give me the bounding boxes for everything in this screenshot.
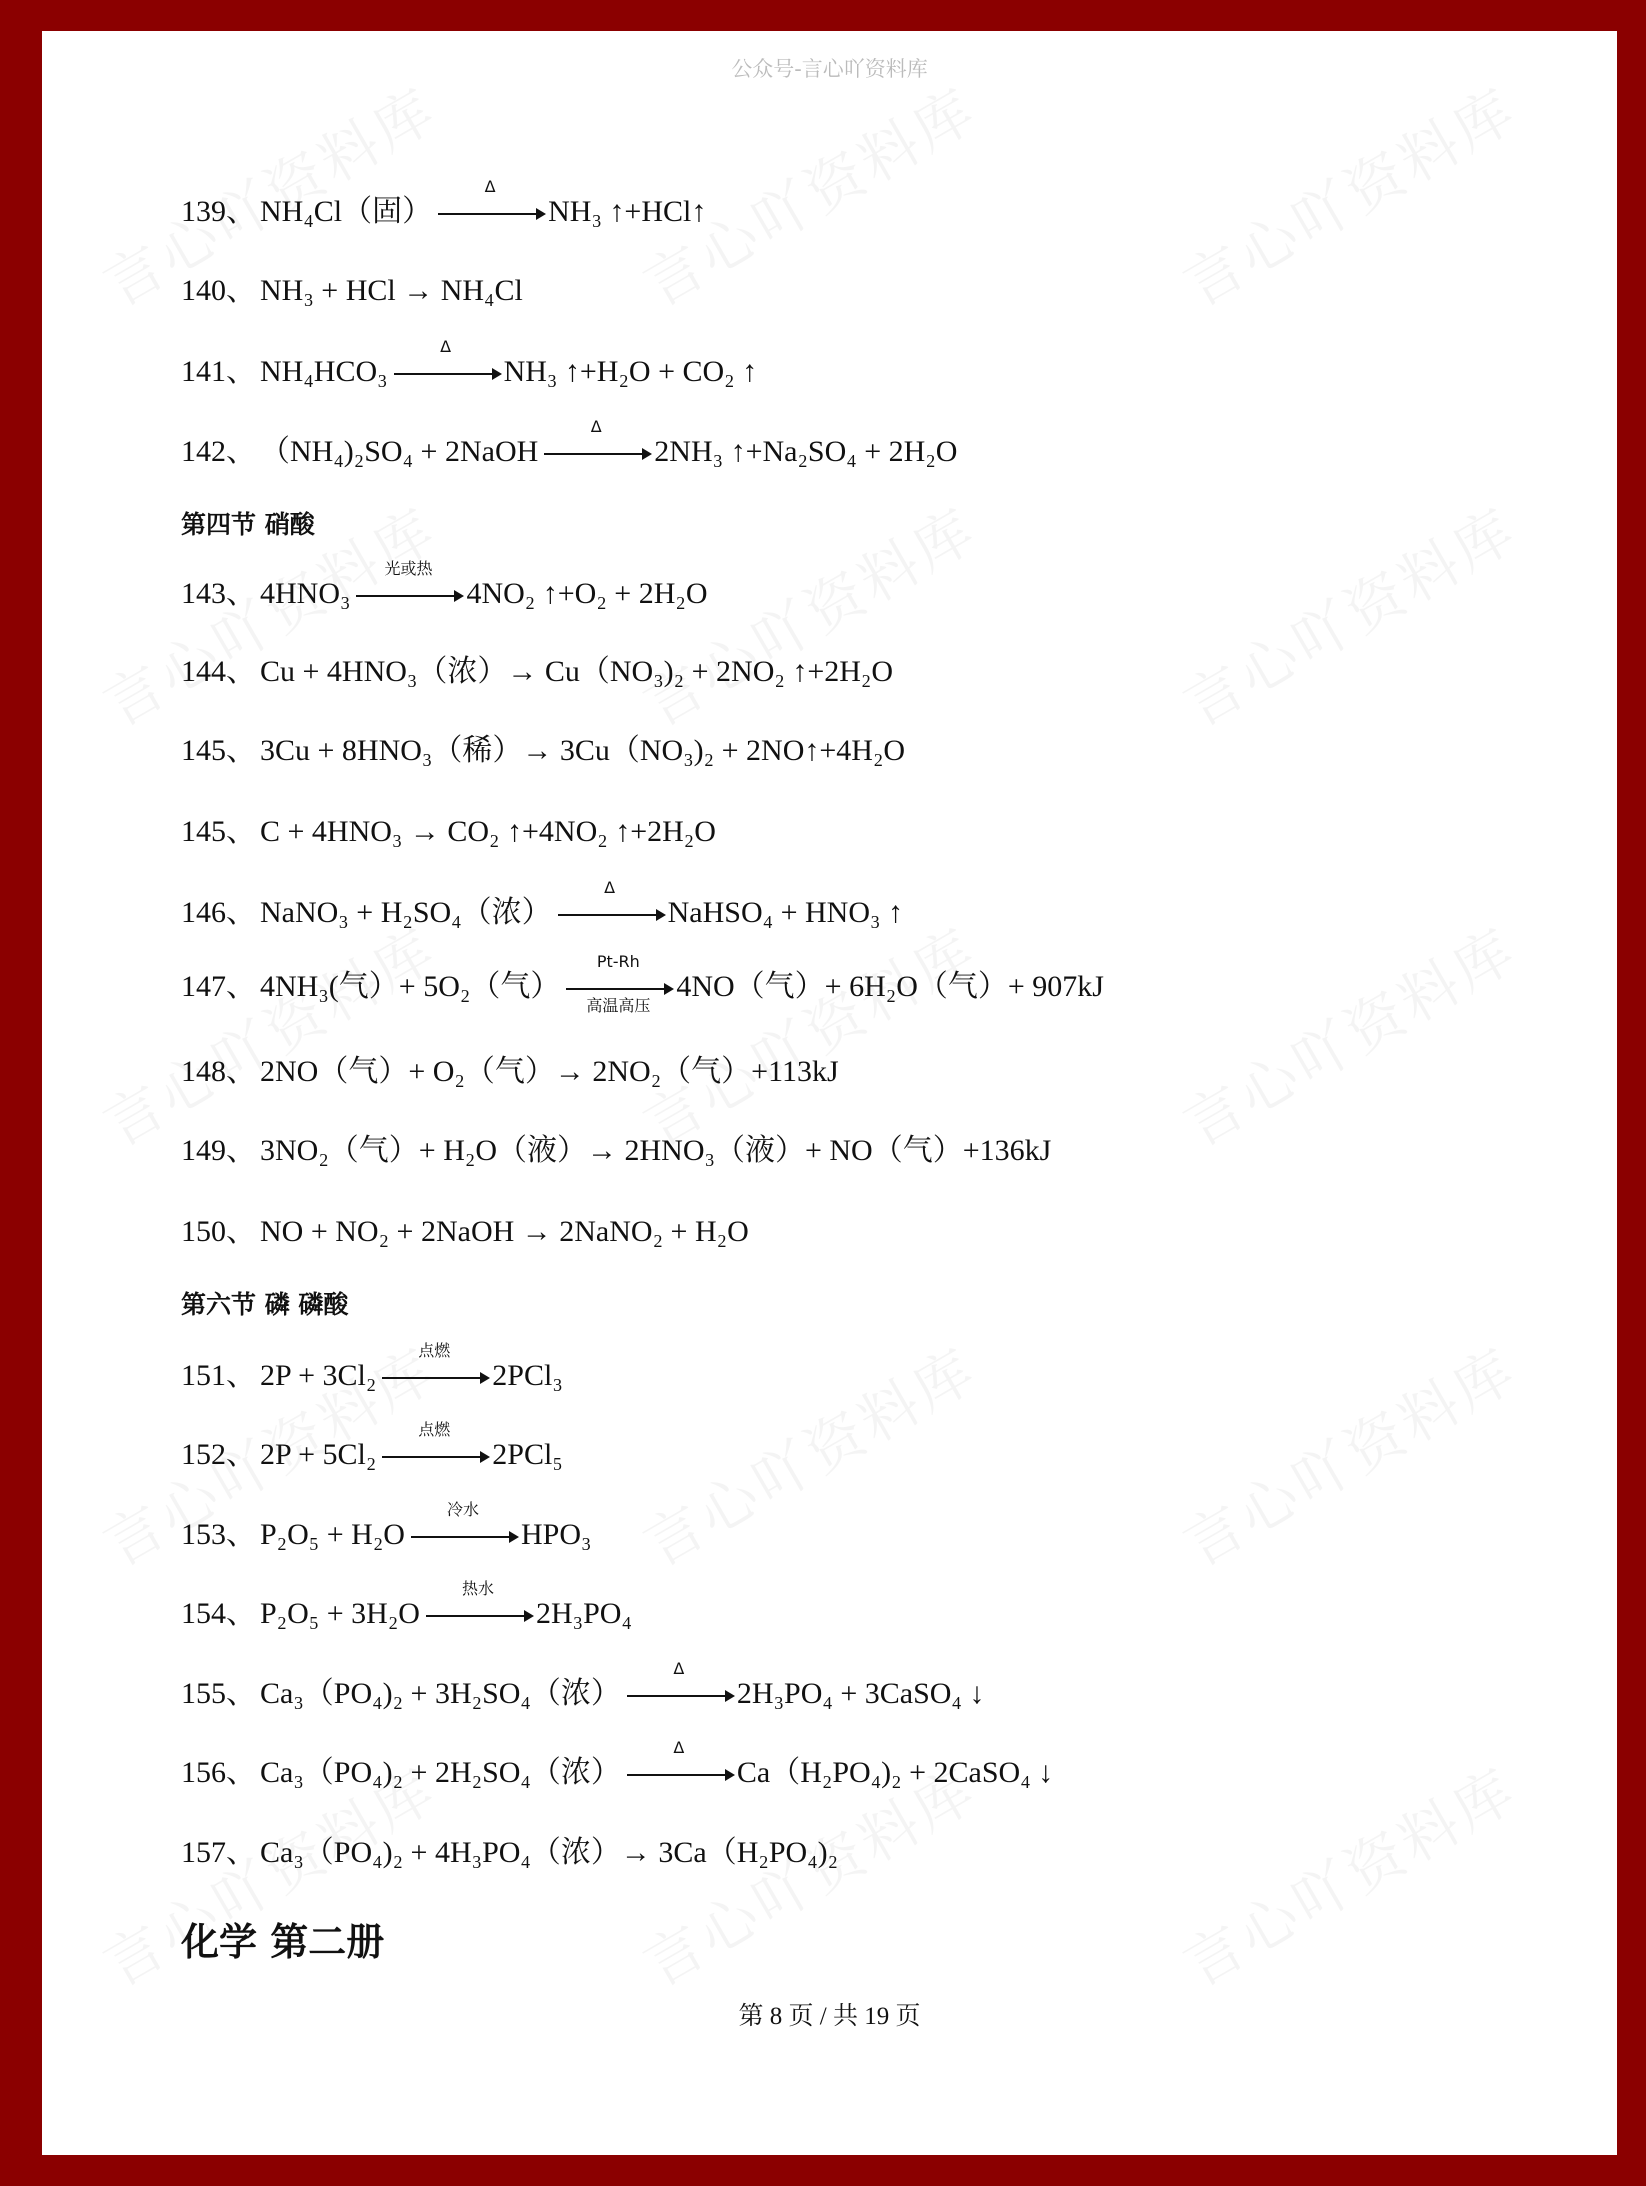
reaction-arrow-icon	[623, 1659, 735, 1714]
arrow-condition-top: Δ	[673, 1738, 685, 1757]
reaction-arrow-icon	[378, 1420, 490, 1475]
arrow-condition-top: Δ	[590, 417, 602, 436]
equation-item	[181, 1659, 985, 1714]
equation-item	[181, 1341, 563, 1396]
reaction-arrow-icon	[623, 1738, 735, 1793]
equation-item	[181, 1212, 749, 1252]
page-footer: 第 8 页 / 共 19 页	[738, 2003, 921, 2030]
equation-item	[181, 1500, 592, 1555]
equation-number: 145、	[181, 734, 256, 767]
equation-products: HPO₃	[520, 1518, 592, 1551]
equation-item	[181, 952, 1104, 1015]
equation-item	[181, 731, 905, 771]
equation-reactants: Ca₃（PO₄)₂ + 3H₂SO₄（浓）	[260, 1677, 621, 1710]
arrow-condition-top: 光或热	[384, 559, 433, 578]
section-heading-nitric-acid: 第四节 硝酸	[181, 510, 315, 539]
arrow-shaft	[356, 595, 460, 597]
equation-number: 147、	[181, 970, 256, 1003]
reaction-arrow-icon	[422, 1579, 534, 1634]
arrow-condition-top: Pt-Rh	[596, 952, 640, 971]
arrow-shaft	[382, 1377, 486, 1379]
equation-reactants: C + 4HNO₃ → CO₂ ↑+4NO₂ ↑+2H₂O	[260, 815, 716, 848]
page-header: 公众号-言心吖资料库	[731, 57, 928, 81]
equation-item	[181, 1131, 1051, 1171]
arrow-shaft	[426, 1615, 530, 1617]
equation-reactants: 2P + 5Cl₂	[260, 1438, 377, 1471]
reaction-arrow-icon	[554, 878, 666, 933]
equation-item	[181, 1052, 839, 1092]
arrow-shaft	[566, 988, 670, 990]
equation-products: 2PCl₃	[492, 1359, 563, 1392]
equation-number: 143、	[181, 577, 256, 610]
equation-products: 4NO（气）+ 6H₂O（气）+ 907kJ	[676, 970, 1104, 1003]
equation-item	[181, 1738, 1054, 1793]
arrow-shaft	[544, 453, 648, 455]
arrow-condition-top: Δ	[440, 337, 452, 356]
equation-number: 146、	[181, 896, 256, 929]
arrow-shaft	[627, 1774, 731, 1776]
equation-item	[181, 652, 893, 692]
chapter-heading: 化学 第二册	[181, 1920, 385, 1964]
equation-products: NaHSO₄ + HNO₃ ↑	[667, 896, 903, 929]
watermark	[1166, 1324, 1530, 1583]
equation-number: 139、	[181, 195, 256, 228]
reaction-arrow-icon	[434, 177, 546, 232]
arrow-shaft	[411, 1536, 515, 1538]
equation-products: 2H₃PO₄ + 3CaSO₄ ↓	[736, 1677, 985, 1710]
arrow-condition-top: Δ	[604, 878, 616, 897]
reaction-arrow-icon	[562, 952, 674, 1015]
arrow-shaft	[382, 1456, 486, 1458]
equation-reactants: 2NO（气）+ O₂（气）→ 2NO₂（气）+113kJ	[260, 1055, 839, 1088]
equation-number: 157、	[181, 1836, 256, 1869]
equation-item	[181, 878, 903, 933]
arrow-condition-top: Δ	[673, 1659, 685, 1678]
watermark	[1166, 484, 1530, 743]
watermark	[626, 904, 990, 1163]
equation-number: 152、	[181, 1438, 256, 1471]
reaction-arrow-icon	[378, 1341, 490, 1396]
equation-number: 148、	[181, 1055, 256, 1088]
arrow-condition-top: 冷水	[446, 1500, 479, 1519]
equation-item	[181, 271, 523, 311]
equation-reactants: 4HNO₃	[260, 577, 351, 610]
equation-number: 156、	[181, 1756, 256, 1789]
equation-products: NH₃ ↑+HCl↑	[548, 195, 707, 228]
equation-products: 2PCl₅	[492, 1438, 563, 1471]
arrow-condition-top: 点燃	[418, 1420, 451, 1439]
document-page	[42, 31, 1617, 2155]
equation-number: 155、	[181, 1677, 256, 1710]
equation-reactants: Ca₃（PO₄)₂ + 4H₃PO₄（浓）→ 3Ca（H₂PO₄)₂	[260, 1836, 839, 1869]
equation-item	[181, 337, 758, 392]
equation-reactants: P₂O₅ + 3H₂O	[260, 1597, 420, 1630]
equation-number: 150、	[181, 1215, 256, 1248]
equation-number: 151、	[181, 1359, 256, 1392]
reaction-arrow-icon	[390, 337, 502, 392]
watermark	[1166, 904, 1530, 1163]
equation-number: 154、	[181, 1597, 256, 1630]
arrow-shaft	[558, 914, 662, 916]
reaction-arrow-icon	[352, 559, 464, 614]
arrow-shaft	[394, 373, 498, 375]
reaction-arrow-icon	[407, 1500, 519, 1555]
equation-reactants: （NH₄)₂SO₄ + 2NaOH	[260, 435, 539, 468]
equation-item	[181, 1420, 563, 1475]
equation-reactants: 3Cu + 8HNO₃（稀）→ 3Cu（NO₃)₂ + 2NO↑+4H₂O	[260, 734, 906, 767]
arrow-condition-bottom: 高温高压	[586, 996, 651, 1015]
equation-number: 153、	[181, 1518, 256, 1551]
equation-products: NH₃ ↑+H₂O + CO₂ ↑	[503, 355, 758, 388]
equation-reactants: 3NO₂（气）+ H₂O（液）→ 2HNO₃（液）+ NO（气）+136kJ	[260, 1134, 1052, 1167]
equation-reactants: Cu + 4HNO₃（浓）→ Cu（NO₃)₂ + 2NO₂ ↑+2H₂O	[260, 655, 894, 688]
section-heading-phosphorus: 第六节 磷 磷酸	[181, 1290, 349, 1319]
equation-reactants: NO + NO₂ + 2NaOH → 2NaNO₂ + H₂O	[260, 1215, 749, 1248]
equation-item	[181, 177, 707, 232]
equation-products: Ca（H₂PO₄)₂ + 2CaSO₄ ↓	[736, 1756, 1054, 1789]
watermark	[86, 904, 450, 1163]
arrow-condition-top: Δ	[484, 177, 496, 196]
equation-number: 141、	[181, 355, 256, 388]
equation-reactants: NH₄HCO₃	[260, 355, 388, 388]
watermark	[626, 1324, 990, 1583]
equation-number: 149、	[181, 1134, 256, 1167]
reaction-arrow-icon	[540, 417, 652, 472]
watermark	[1166, 1744, 1530, 2003]
arrow-shaft	[438, 213, 542, 215]
equation-reactants: NH₃ + HCl → NH₄Cl	[260, 274, 523, 307]
equation-reactants: Ca₃（PO₄)₂ + 2H₂SO₄（浓）	[260, 1756, 621, 1789]
equation-reactants: NaNO₃ + H₂SO₄（浓）	[260, 896, 552, 929]
arrow-condition-top: 热水	[461, 1579, 494, 1598]
equation-reactants: 4NH₃(气）+ 5O₂（气）	[260, 970, 561, 1003]
arrow-condition-top: 点燃	[418, 1341, 451, 1360]
equation-item	[181, 1579, 632, 1634]
equation-item	[181, 1833, 838, 1873]
equation-number: 140、	[181, 274, 256, 307]
equation-item	[181, 559, 708, 614]
arrow-shaft	[627, 1695, 731, 1697]
equation-products: 2H₃PO₄	[535, 1597, 632, 1630]
equation-products: 2NH₃ ↑+Na₂SO₄ + 2H₂O	[654, 435, 958, 468]
equation-item	[181, 417, 958, 472]
equation-reactants: P₂O₅ + H₂O	[260, 1518, 405, 1551]
equation-item	[181, 812, 716, 852]
equation-products: 4NO₂ ↑+O₂ + 2H₂O	[466, 577, 708, 610]
equation-number: 144、	[181, 655, 256, 688]
equation-reactants: 2P + 3Cl₂	[260, 1359, 377, 1392]
watermark	[1166, 64, 1530, 323]
equation-number: 142、	[181, 435, 256, 468]
equation-number: 145、	[181, 815, 256, 848]
equation-reactants: NH₄Cl（固）	[260, 195, 433, 228]
